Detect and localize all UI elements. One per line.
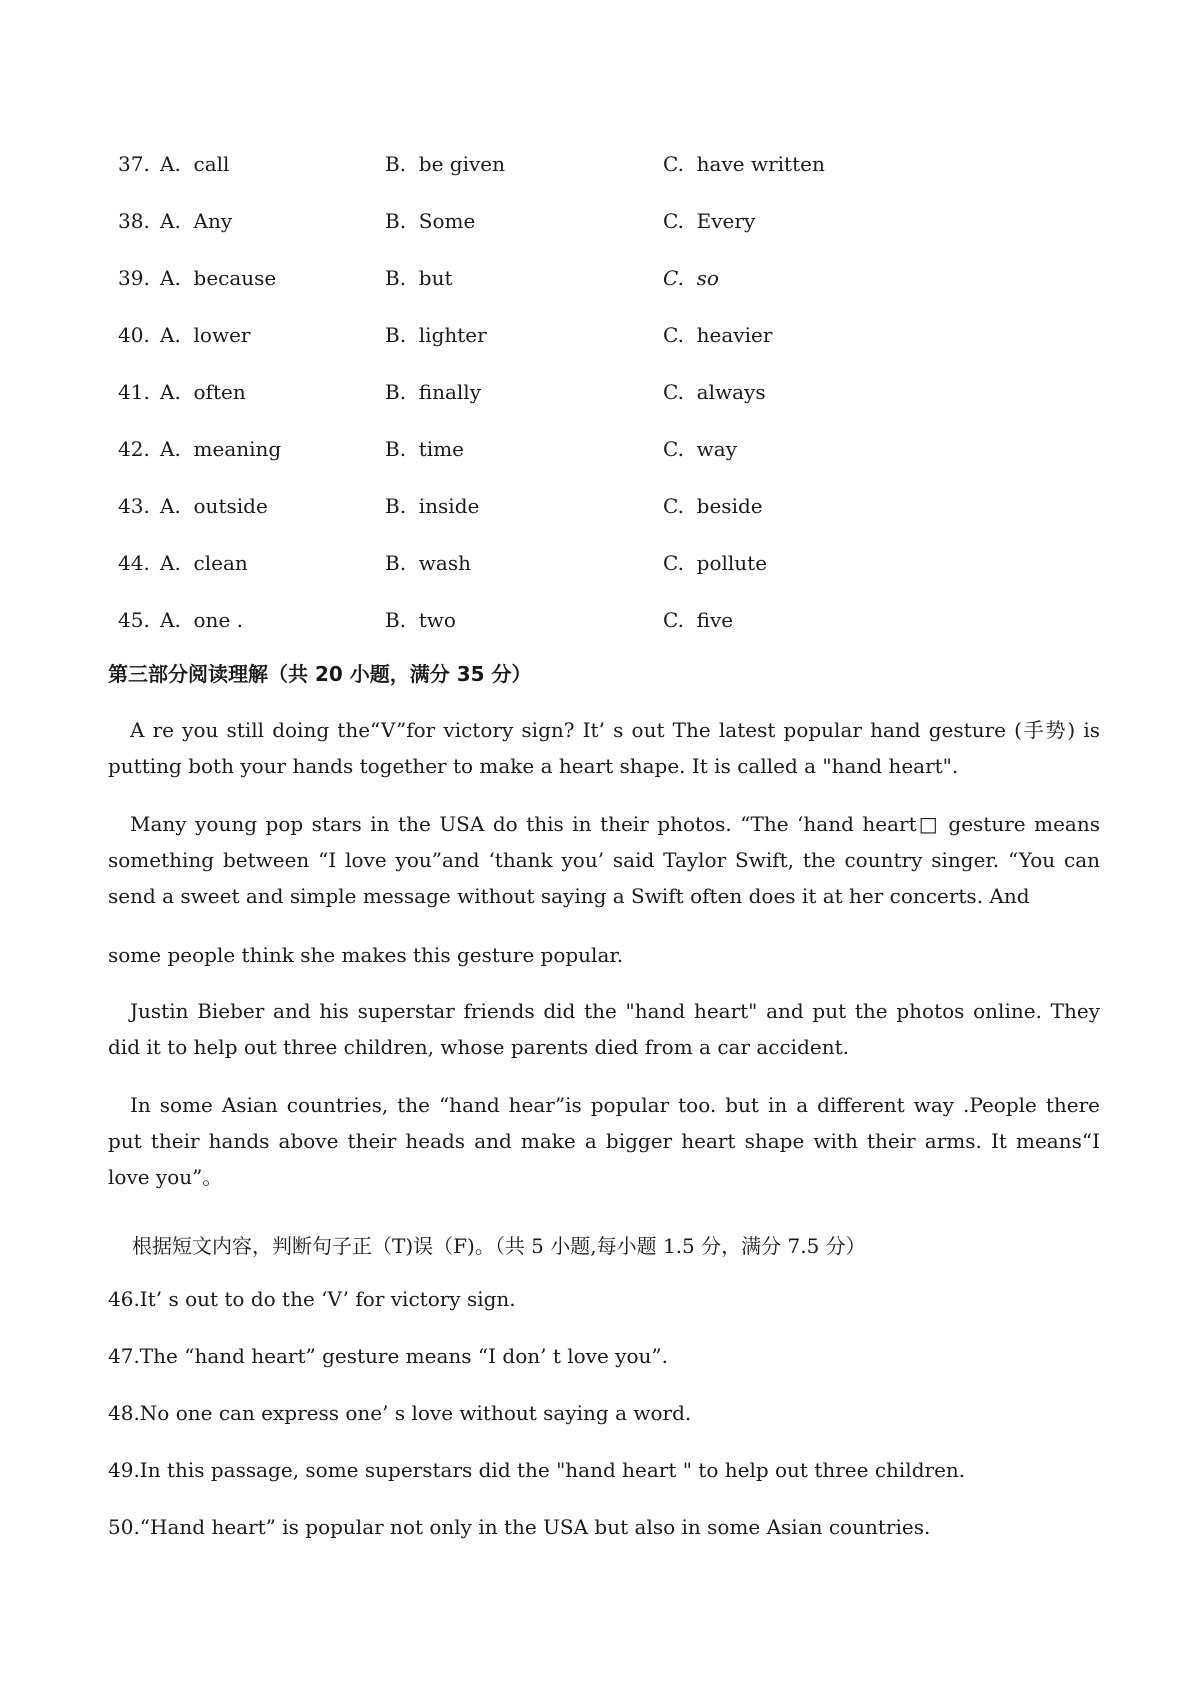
option-row-37	[0, 152, 1200, 192]
option-c: C. way	[663, 437, 738, 461]
option-c: C. five	[663, 608, 734, 632]
question-number: 38.	[118, 209, 150, 233]
question-number: 40.	[118, 323, 150, 347]
true-false-instruction: 根据短文内容，判断句子正（T)误（F)。（共 5 小题,每小题 1.5 分，满分 7.5 分）	[132, 1234, 866, 1258]
option-b: B. lighter	[385, 323, 487, 347]
statement-49: 49.In this passage, some superstars did the "hand heart " to help out three children.	[108, 1458, 966, 1482]
option-b: B. finally	[385, 380, 482, 404]
question-number: 43.	[118, 494, 150, 518]
option-b: B. Some	[385, 209, 476, 233]
option-c: C. pollute	[663, 551, 768, 575]
option-b: B. time	[385, 437, 465, 461]
option-row-42	[0, 437, 1200, 477]
passage-paragraph-2-continued: some people think she makes this gesture popular.	[108, 943, 624, 967]
statement-48: 48.No one can express one’ s love without saying a word.	[108, 1401, 692, 1425]
option-row-39	[0, 266, 1200, 306]
option-a: A. because	[160, 266, 277, 290]
passage-paragraph-2: Many young pop stars in the USA do this in their photos. “The ‘hand heart□ gesture means something between “I love you”and ‘thank you’ said Taylor Swift, the country singer. “You can send a sweet and simple message without saying a Swift often does it at her concerts. And	[108, 812, 1100, 908]
option-a: A. clean	[160, 551, 248, 575]
option-row-45	[0, 608, 1200, 648]
option-a: A. meaning	[160, 437, 282, 461]
option-a: A. Any	[160, 209, 233, 233]
statement-46: 46.It’ s out to do the ‘V’ for victory sign.	[108, 1287, 516, 1311]
option-c: C. so	[663, 266, 719, 290]
option-c: C. Every	[663, 209, 756, 233]
statement-50: 50.“Hand heart” is popular not only in the USA but also in some Asian countries.	[108, 1515, 931, 1539]
statement-47: 47.The “hand heart” gesture means “I don’ t love you”.	[108, 1344, 668, 1368]
option-b: B. but	[385, 266, 453, 290]
question-number: 37.	[118, 152, 150, 176]
option-c: C. always	[663, 380, 766, 404]
passage-paragraph-3: Justin Bieber and his superstar friends did the "hand heart" and put the photos online. They did it to help out three children, whose parents died from a car accident.	[108, 999, 1100, 1059]
passage-paragraph-1: A re you still doing the“V”for victory sign? It’ s out The latest popular hand gesture (手势) is putting both your hands together to make a heart shape. It is called a "hand heart".	[108, 718, 1100, 778]
option-b: B. two	[385, 608, 456, 632]
question-number: 41.	[118, 380, 150, 404]
option-row-44	[0, 551, 1200, 591]
question-number: 42.	[118, 437, 150, 461]
option-row-41	[0, 380, 1200, 420]
option-row-40	[0, 323, 1200, 363]
question-number: 44.	[118, 551, 150, 575]
option-b: B. inside	[385, 494, 480, 518]
option-a: A. call	[160, 152, 230, 176]
option-c: C. have written	[663, 152, 825, 176]
question-number: 39.	[118, 266, 150, 290]
option-a: A. often	[160, 380, 246, 404]
option-row-38	[0, 209, 1200, 249]
section-heading: 第三部分阅读理解（共 20 小题，满分 35 分）	[108, 662, 532, 686]
option-c: C. beside	[663, 494, 763, 518]
option-a: A. one .	[160, 608, 243, 632]
option-b: B. be given	[385, 152, 505, 176]
question-number: 45.	[118, 608, 150, 632]
option-b: B. wash	[385, 551, 471, 575]
option-a: A. lower	[160, 323, 251, 347]
option-c: C. heavier	[663, 323, 773, 347]
option-row-43	[0, 494, 1200, 534]
passage-paragraph-4: In some Asian countries, the “hand hear”is popular too. but in a different way .People there put their hands above their heads and make a bigger heart shape with their arms. It means“I love you”。	[108, 1093, 1100, 1189]
option-a: A. outside	[160, 494, 268, 518]
